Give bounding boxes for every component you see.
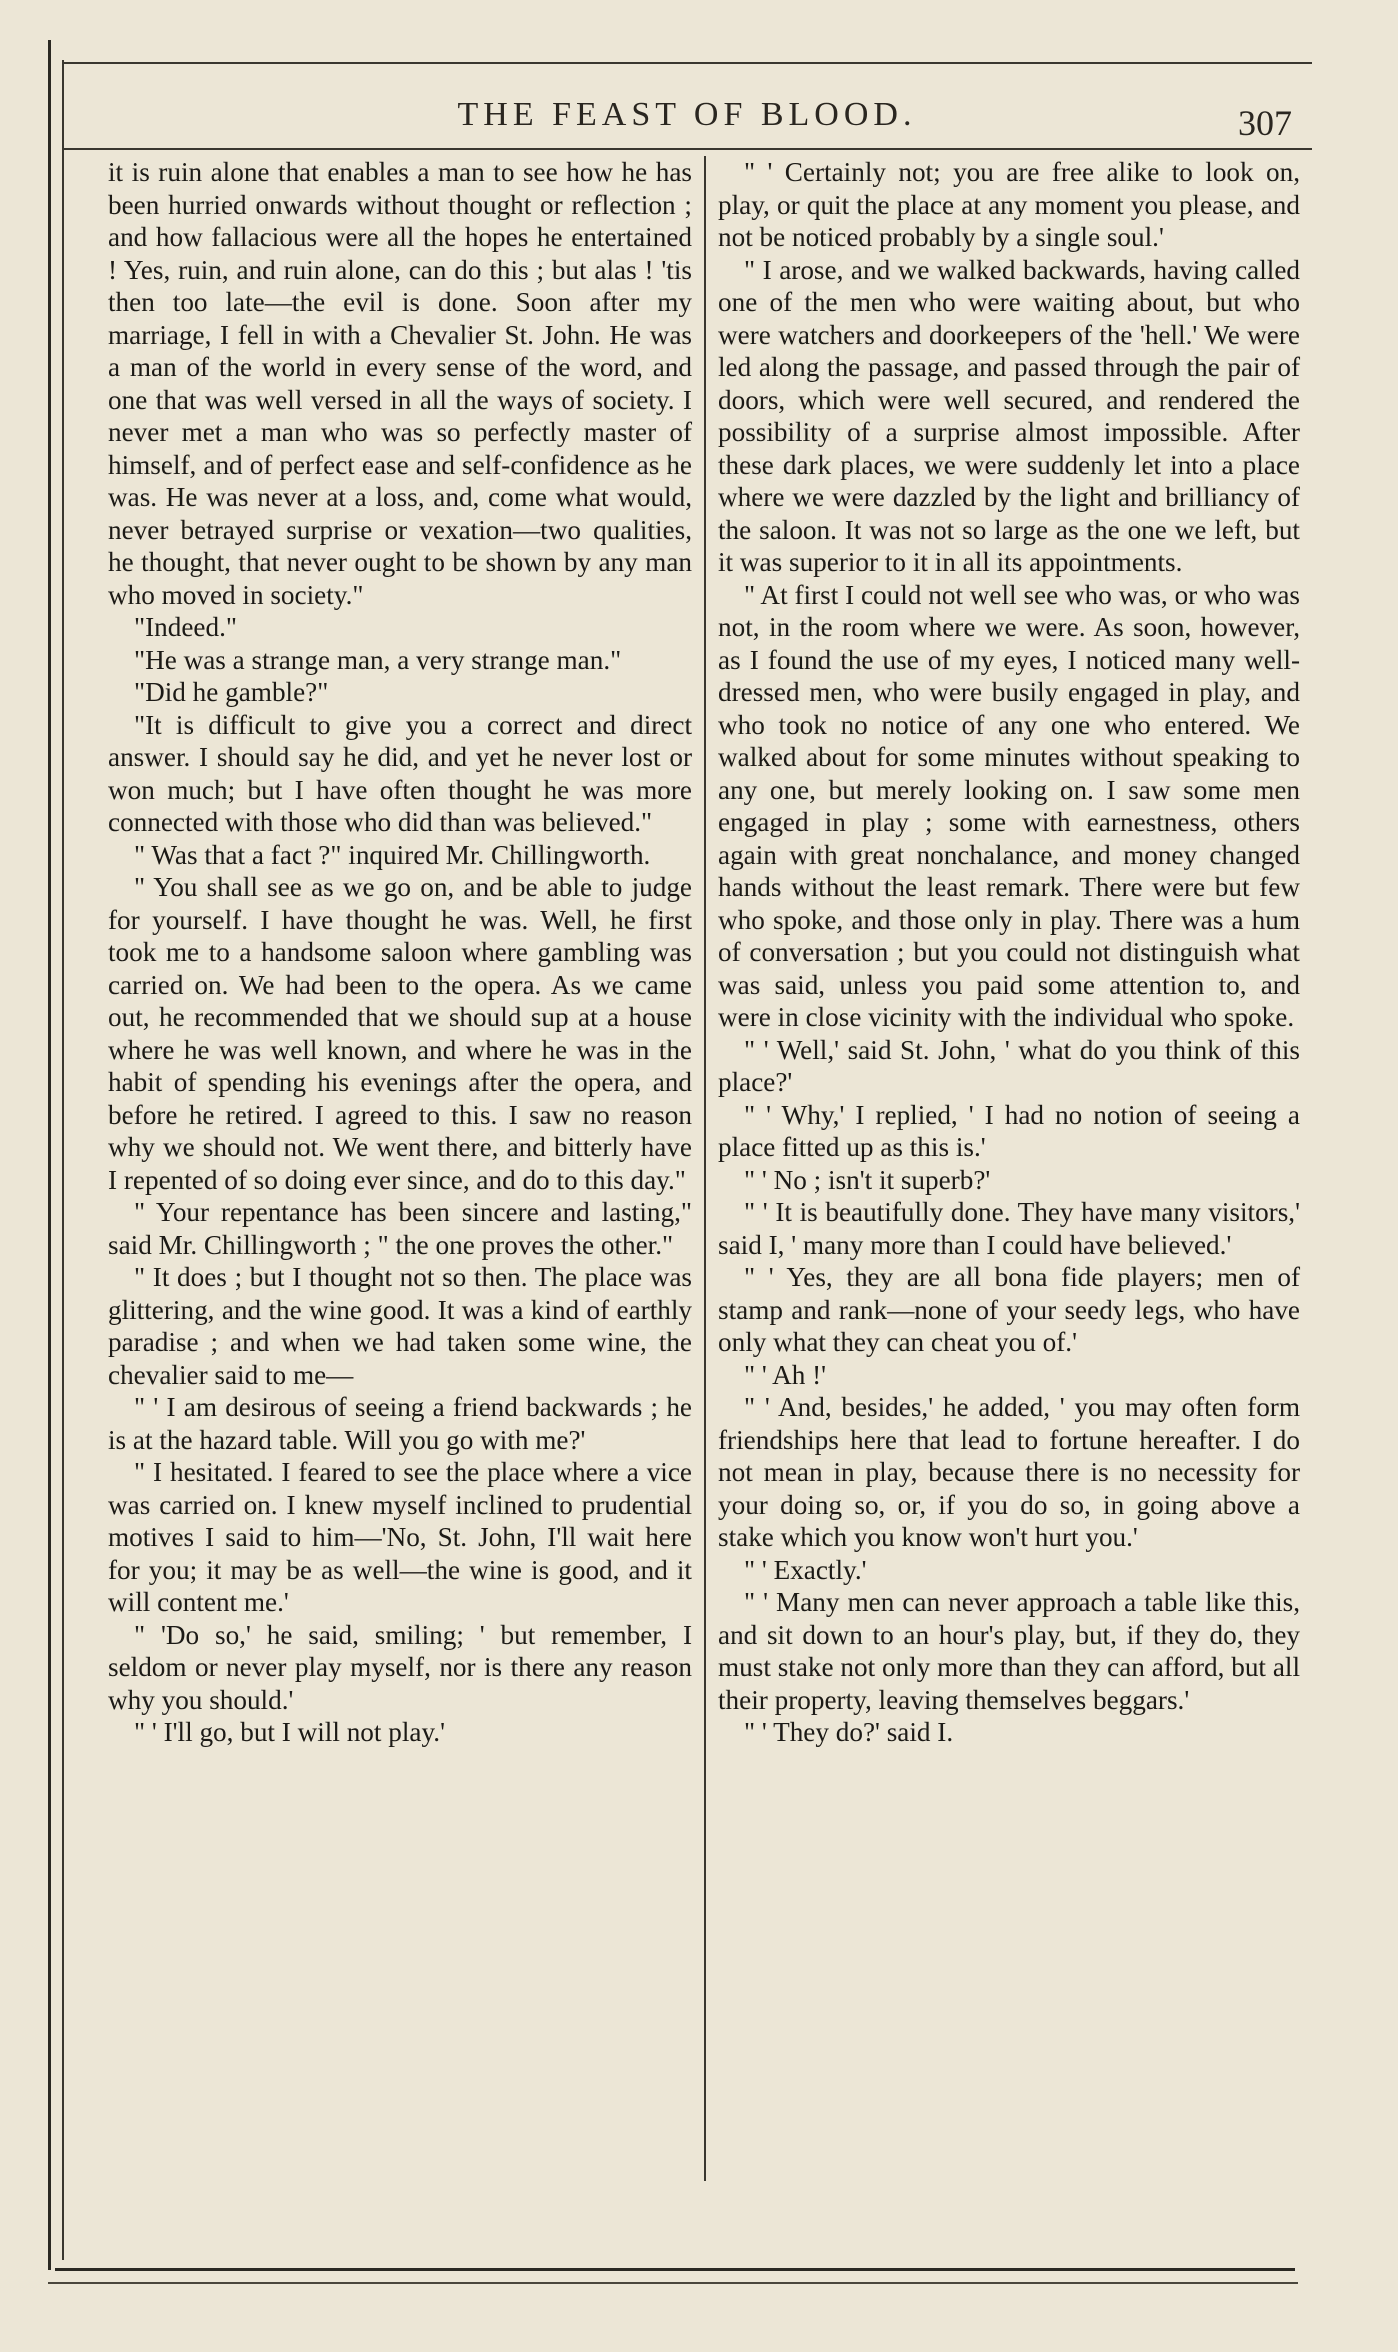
paragraph: " ' And, besides,' he added, ' you may often form friendships here that lead to fortune hereafter. I do not mean in play, because there is no necessity for your doing so, or, if you do so, in going above a stake which you know won't hurt you.' [718, 1392, 1300, 1552]
paragraph: " ' Yes, they are all bona fide players; men of stamp and rank—none of your seedy legs, who have only what they can cheat you of.' [718, 1262, 1300, 1357]
paragraph: " ' I'll go, but I will not play.' [134, 1717, 445, 1747]
footer-rule [55, 2268, 1295, 2271]
paragraph: " Your repentance has been sincere and lasting," said Mr. Chillingworth ; " the one proves the other." [108, 1197, 692, 1260]
paragraph: " ' Ah !' [744, 1359, 827, 1390]
left-column [108, 156, 692, 1749]
paragraph: " It does ; but I thought not so then. The place was glittering, and the wine good. It was a kind of earthly paradise ; and when we had taken some wine, the chevalier said to me— [108, 1262, 692, 1390]
paragraph: "He was a strange man, a very strange man." [134, 644, 622, 675]
paragraph: " I hesitated. I feared to see the place where a vice was carried on. I knew myself inclined to prudential motives I said to him—'No, St. John, I'll wait here for you; it may be as well—the wine is good, and it will content me.' [108, 1457, 692, 1617]
column-divider [704, 156, 706, 2181]
paragraph: " ' I am desirous of seeing a friend backwards ; he is at the hazard table. Will you go with me?' [108, 1392, 692, 1455]
paragraph: "Did he gamble?" [134, 677, 329, 707]
paragraph: " ' Exactly.' [744, 1554, 867, 1585]
header-rule-bottom [62, 148, 1312, 150]
paragraph: " Was that a fact ?" inquired Mr. Chillingworth. [134, 839, 651, 870]
paragraph: "It is difficult to give you a correct and direct answer. I should say he did, and yet he never lost or won much; but I have often thought he was more connected with those who did than was believed." [108, 709, 692, 837]
paragraph: " At first I could not well see who was, or who was not, in the room where we were. As soon, however, as I found the use of my eyes, I noticed many well-dressed men, who were busily engaged in play, and who took no notice of any one who entered. We walked about for some minutes without speaking to any one, but merely looking on. I saw some men engaged in play ; some with earnestness, others again with great nonchalance, and money changed hands without the least remark. There were but few who spoke, and those only in play. There was a hum of conversation ; but you could not distinguish what was said, unless you paid some attention to, and were in close vicinity with the individual who spoke. [718, 579, 1300, 1032]
paragraph: " ' It is beautifully done. They have many visitors,' said I, ' many more than I could have believed.' [718, 1197, 1300, 1260]
outer-border-line [48, 40, 51, 2270]
running-title: THE FEAST OF BLOOD. [457, 96, 917, 133]
paragraph: " ' No ; isn't it superb?' [744, 1164, 991, 1195]
paragraph: " I arose, and we walked backwards, having called one of the men who were waiting about, but who were watchers and doorkeepers of the 'hell.' We were led along the passage, and passed through the pair of doors, which were well secured, and rendered the possibility of a surprise almost impossible. After these dark places, we were suddenly let into a place where we were dazzled by the light and brilliancy of the saloon. It was not so large as the one we left, but it was superior to it in all its appointments. [718, 254, 1300, 577]
page-number: 307 [1238, 103, 1292, 143]
paragraph: " ' Many men can never approach a table like this, and sit down to an hour's play, but, if they do, they must stake not only more than they can afford, but all their property, leaving themselves beggars.' [718, 1587, 1300, 1715]
header-rule-top [62, 62, 1312, 64]
paragraph: " 'Do so,' he said, smiling; ' but remember, I seldom or never play myself, nor is there any reason why you should.' [108, 1619, 692, 1715]
paragraph: "Indeed." [134, 612, 237, 642]
running-head [62, 96, 1312, 143]
paragraph: " ' Certainly not; you are free alike to look on, play, or quit the place at any moment you please, and not be noticed probably by a single soul.' [718, 157, 1300, 252]
paragraph: " ' They do?' said I. [744, 1717, 954, 1747]
paragraph: " You shall see as we go on, and be able to judge for yourself. I have thought he was. Well, he first took me to a handsome saloon where gambling was carried on. We had been to the opera. As we came out, he recommended that we should sup at a house where he was well known, and where he was in the habit of spending his evenings after the opera, and before he retired. I agreed to this. I saw no reason why we should not. We went there, and bitterly have I repented of so doing ever since, and do to this day." [108, 872, 692, 1195]
inner-border-line [62, 60, 64, 2260]
right-column [718, 156, 1300, 1749]
paragraph: " ' Why,' I replied, ' I had no notion of seeing a place fitted up as this is.' [718, 1099, 1300, 1162]
footer-rule-secondary [48, 2282, 1298, 2284]
paragraph: " ' Well,' said St. John, ' what do you think of this place?' [718, 1034, 1300, 1097]
paragraph: it is ruin alone that enables a man to see how he has been hurried onwards without thought or reflection ; and how fallacious were all the hopes he entertained ! Yes, ruin, and ruin alone, can do this ; but alas ! 'tis then too late—the evil is done. Soon after my marriage, I fell in with a Chevalier St. John. He was a man of the world in every sense of the word, and one that was well versed in all the ways of society. I never met a man who was so perfectly master of himself, and of perfect ease and self-confidence as he was. He was never at a loss, and, come what would, never betrayed surprise or vexation—two qualities, he thought, that never ought to be shown by any man who moved in society." [108, 157, 692, 610]
